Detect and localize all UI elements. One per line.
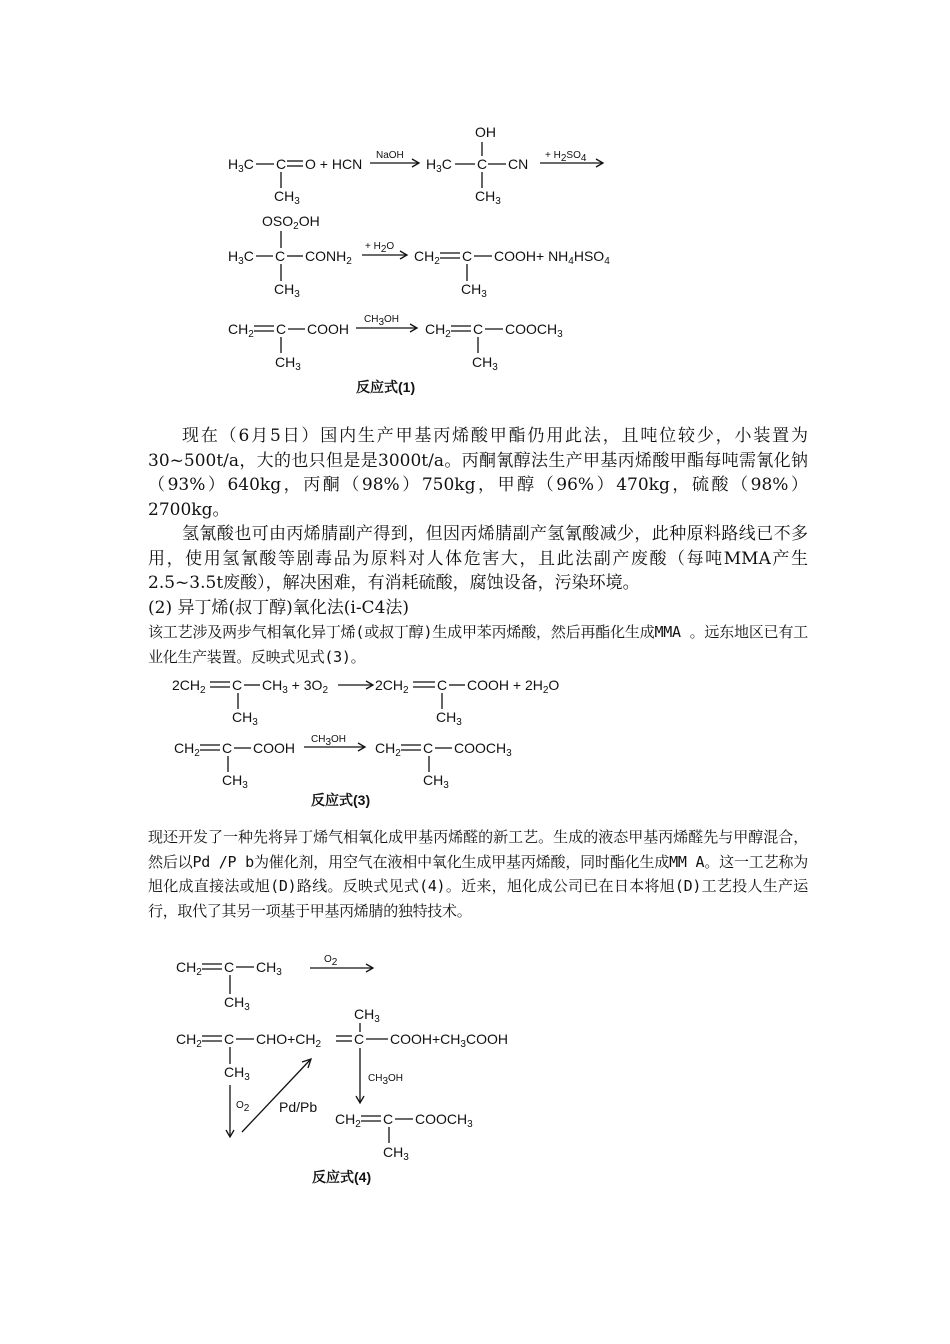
svg-text:C: C [437,677,448,693]
svg-text:COOCH3: $COOCH_3$ [454,740,512,759]
svg-text:H3C: $H_3C$ [228,248,254,267]
svg-text:2CH2: $2CH_2$ [375,677,409,696]
svg-text:CH2: $CH_2$ [174,740,200,759]
svg-text:C: C [423,740,434,756]
svg-text:CH3: $CH_3$ [275,354,301,373]
svg-text:C: C [354,1031,365,1047]
svg-text:CH3OH: CH3OH [368,1073,404,1087]
svg-text:COOH: COOH [307,321,349,337]
svg-text:H3C: $H_3C$ [228,156,254,175]
paragraph-direct-process: 现还开发了一种先将异丁烯气相氧化成甲基丙烯醛的新工艺。生成的液态甲基丙烯醛先与甲醇混合，然后以Pd /P b为催化剂，用空气在液相中氧化生成甲基丙烯酸，同时酯化生成MM A。这一工艺称为旭化成直接法或旭(D)路线。反映式见式(4)。近来，旭化成公司已在日本将旭(D)工艺投人生产运行，取代了其另一项基于甲基丙烯腈的独特技术。 [148,828,808,920]
svg-text:CH3: $CH_3$ [222,772,248,791]
svg-text:CH3OH: CH3OH [311,734,347,748]
svg-text:CN: CN [508,156,529,172]
caption-reaction-3: 反应式(3) [311,792,371,808]
svg-text:C: C [222,740,233,756]
reaction-1-line-3 [228,314,563,395]
svg-text:CH3: $CH_3$ [274,188,300,207]
svg-text:C: C [473,321,484,337]
svg-text:C: C [276,321,287,337]
svg-text:CH3: $CH_3$ [274,281,300,300]
svg-text:CH3: $CH_3$ [436,709,462,728]
caption-reaction-4: 反应式(4) [312,1169,372,1185]
svg-text:CH3: $CH_3$ [423,772,449,791]
svg-text:O + HCN: O + HCN [305,156,363,172]
svg-text:C: C [232,677,243,693]
svg-text:C: C [275,248,286,264]
svg-text:CH3: $CH_3$ [232,709,258,728]
reagent-naoh: NaOH [376,150,404,161]
svg-text:C: C [224,1031,235,1047]
svg-text:CH2: $CH_2$ [228,321,254,340]
svg-text:O2: O2 [236,1100,250,1114]
svg-text:CH2: $CH_2$ [176,1031,202,1050]
svg-text:COOCH3: $COOCH_3$ [415,1111,473,1130]
svg-text:CH3: $CH_3$ [472,354,498,373]
svg-text:COOH: COOH [253,740,295,756]
svg-text:C: C [383,1111,394,1127]
svg-text:CH2: $CH_2$ [425,321,451,340]
svg-text:CH3: $CH_3$ [224,1064,250,1083]
svg-text:COOCH3: $COOCH_3$ [505,321,563,340]
svg-text:CH3: $CH_3$ [256,959,282,978]
svg-text:CHO+CH2: $CHO+CH_2$ [256,1031,322,1050]
caption-reaction-1: 反应式(1) [356,379,416,395]
svg-text:CH2: $CH_2$ [414,248,440,267]
svg-text:CH3: $CH_3$ [224,994,250,1013]
section-heading-isobutene: (2) 异丁烯(叔丁醇)氧化法(i-C4法) [148,597,410,618]
text-block-1 [148,424,808,669]
svg-text:C: C [224,959,235,975]
svg-text:C: C [477,156,488,172]
paragraph-production: 现在（6月5日）国内生产甲基丙烯酸甲酯仍用此法，且吨位较少，小装置为30~500t/a，大的也只但是是3000t/a。丙酮氰醇法生产甲基丙烯酸甲酯每吨需氰化钠（93%）640kg，丙酮（98%）750kg，甲醇（96%）470kg，硫酸（98%）2700kg。 [148,426,808,520]
svg-text:+ H2O: + H2O [365,241,395,255]
svg-text:COOH+ NH4HSO4: COOH+ $NH_4HSO_4$ [494,248,610,267]
svg-text:CH3: $CH_3$ [383,1144,409,1163]
svg-text:CH3: $CH_3$ [354,1006,380,1025]
svg-text:CH2: $CH_2$ [176,959,202,978]
svg-text:OH: OH [475,124,496,140]
paragraph-hcn: 氢氰酸也可由丙烯腈副产得到，但因丙烯腈副产氢氰酸减少，此种原料路线已不多用，使用氢氰酸等剧毒品为原料对人体危害大，且此法副产废酸（每吨MMA产生2.5~3.5t废酸），解决困难，有消耗硫酸，腐蚀设备，污染环境。 [148,524,808,593]
svg-text:CH3OH: CH3OH [364,314,400,328]
svg-text:CH2: $CH_2$ [335,1111,361,1130]
svg-text:CH3: $CH_3$ [475,188,501,207]
svg-text:C: C [462,248,473,264]
reaction-1-line-1 [228,124,603,207]
svg-text:O2: O2 [324,954,338,968]
svg-text:+ H2SO4: + H2SO4 [545,150,587,164]
svg-text:C: C [276,156,287,172]
svg-text:CH2: $CH_2$ [375,740,401,759]
svg-text:H3C: $H_3C$ [426,156,452,175]
text-block-2 [148,825,808,923]
svg-text:CONH2: $CONH_2$ [305,248,352,267]
svg-text:CH3: $CH_3$ [461,281,487,300]
reaction-3 [172,677,559,808]
reaction-1-line-2 [228,213,610,300]
svg-text:COOH + 2H2O: COOH + $2H_2O$ [467,677,560,696]
svg-text:2CH2: $2CH_2$ [172,677,206,696]
reagent-pdpb: Pd/Pb [279,1099,318,1115]
svg-text:COOH+CH3COOH: $COOH+CH_3COOH$ [390,1031,508,1050]
reaction-4 [176,954,508,1185]
svg-text:OSO2OH: $OSO_2OH$ [262,213,320,232]
svg-text:CH3 + 3O2: $CH_3 + 3O_2$ [262,677,328,696]
paragraph-isobutene-process: 该工艺涉及两步气相氧化异丁烯(或叔丁醇)生成甲苯丙烯酸，然后再酯化生成MMA 。远东地区已有工业化生产装置。反映式见式(3)。 [148,623,808,666]
